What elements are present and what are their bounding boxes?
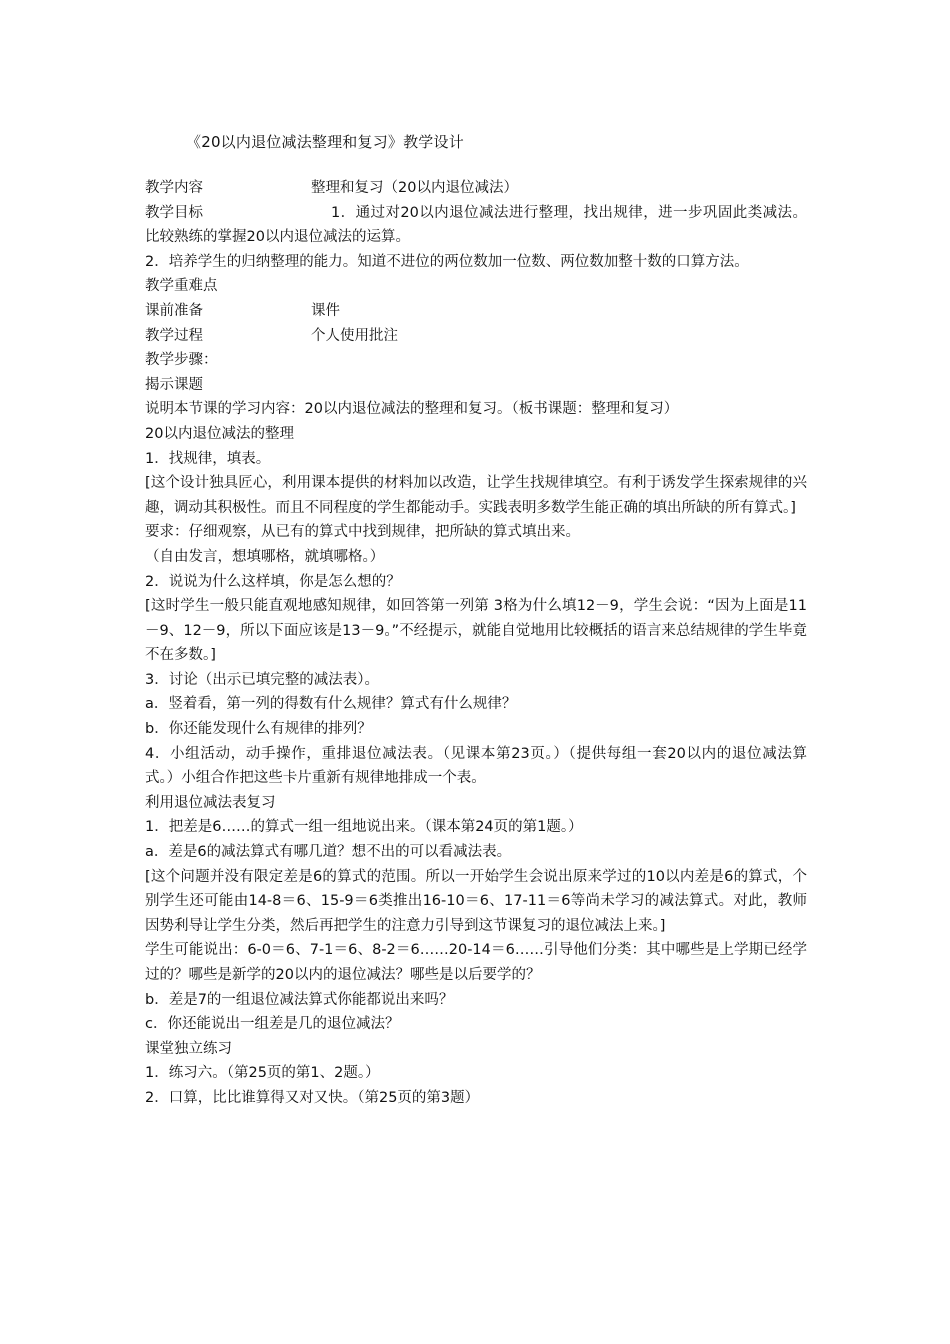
row-goal (145, 201, 807, 250)
paragraph: b．差是7的一组退位减法算式你能都说出来吗？ (145, 991, 454, 1008)
row-content (145, 176, 807, 201)
paragraph: [这个问题并没有限定差是6的算式的范围。所以一开始学生会说出原来学过的10以内差是6的算式，个别学生还可能由14-8＝6、15-9＝6类推出16-10＝6、17-11＝6等尚未学习的减法算式。对此，教师因势利导让学生分类，然后再把学生的注意力引导到这节课复习的退位减法上来。] (145, 868, 807, 934)
paragraph: c．你还能说出一组差是几的退位减法？ (145, 1016, 400, 1033)
paragraph: 1．找规律，填表。 (145, 450, 271, 467)
section-heading: 揭示课题 (145, 376, 203, 393)
paragraph: a．差是6的减法算式有哪几道？想不出的可以看减法表。 (145, 844, 512, 861)
paragraph: 要求：仔细观察，从已有的算式中找到规律，把所缺的算式填出来。 (145, 524, 580, 541)
paragraph: 1．练习六。（第25页的第1、2题。） (145, 1065, 380, 1082)
paragraph: 2．口算，比比谁算得又对又快。（第25页的第3题） (145, 1089, 480, 1106)
paragraph: a．竖着看，第一列的得数有什么规律？算式有什么规律？ (145, 696, 517, 713)
paragraph: （自由发言，想填哪格，就填哪格。） (145, 548, 385, 565)
label-goal: 教学目标 (145, 204, 203, 221)
paragraph: b．你还能发现什么有规律的排列？ (145, 721, 372, 738)
paragraph: [这个设计独具匠心，利用课本提供的材料加以改造，让学生找规律填空。有利于诱发学生探索规律的兴趣，调动其积极性。而且不同程度的学生都能动手。实践表明多数学生能正确的填出所缺的所有算式。] (145, 475, 807, 516)
row-key-points: 教学重难点 (145, 278, 218, 295)
value-content: 整理和复习（20以内退位减法） (311, 180, 518, 196)
value-goal: 1．通过对20以内退位减法进行整理，找出规律，进一步巩固此类减法。比较熟练的掌握20以内退位减法的运算。 (145, 204, 807, 246)
label-prep: 课前准备 (145, 302, 203, 319)
row-prep (145, 299, 807, 324)
paragraph: 2．说说为什么这样填，你是怎么想的？ (145, 573, 401, 590)
paragraph: 教学步骤： (145, 352, 218, 369)
row-process (145, 324, 807, 349)
paragraph: 3．讨论（出示已填完整的减法表）。 (145, 671, 379, 688)
section-heading: 利用退位减法表复习 (145, 794, 276, 811)
value-process: 个人使用批注 (311, 327, 398, 344)
section-heading: 课堂独立练习 (145, 1040, 232, 1057)
document-body (145, 176, 807, 1111)
label-process: 教学过程 (145, 327, 203, 344)
goal-item-2: 2．培养学生的归纳整理的能力。知道不进位的两位数加一位数、两位数加整十数的口算方法。 (145, 253, 749, 270)
document-title: 《20以内退位减法整理和复习》教学设计 (186, 133, 464, 151)
label-content: 教学内容 (145, 180, 203, 196)
paragraph: 4．小组活动，动手操作，重排退位减法表。（见课本第23页。）（提供每组一套20以内的退位减法算式。）小组合作把这些卡片重新有规律地排成一个表。 (145, 745, 807, 787)
paragraph: 1．把差是6……的算式一组一组地说出来。（课本第24页的第1题。） (145, 819, 583, 836)
paragraph: [这时学生一般只能直观地感知规律，如回答第一列第 3格为什么填12－9，学生会说：“因为上面是11－9、12－9，所以下面应该是13－9。”不经提示，就能自觉地用比较概括的语言来总结规律的学生毕竟不在多数。] (145, 598, 807, 664)
section-heading: 20以内退位减法的整理 (145, 425, 294, 442)
paragraph: 学生可能说出：6-0＝6、7-1＝6、8-2＝6……20-14＝6……引导他们分类：其中哪些是上学期已经学过的？哪些是新学的20以内的退位减法？哪些是以后要学的？ (145, 942, 807, 983)
paragraph: 说明本节课的学习内容：20以内退位减法的整理和复习。（板书课题：整理和复习） (145, 401, 679, 418)
value-prep: 课件 (311, 302, 340, 319)
